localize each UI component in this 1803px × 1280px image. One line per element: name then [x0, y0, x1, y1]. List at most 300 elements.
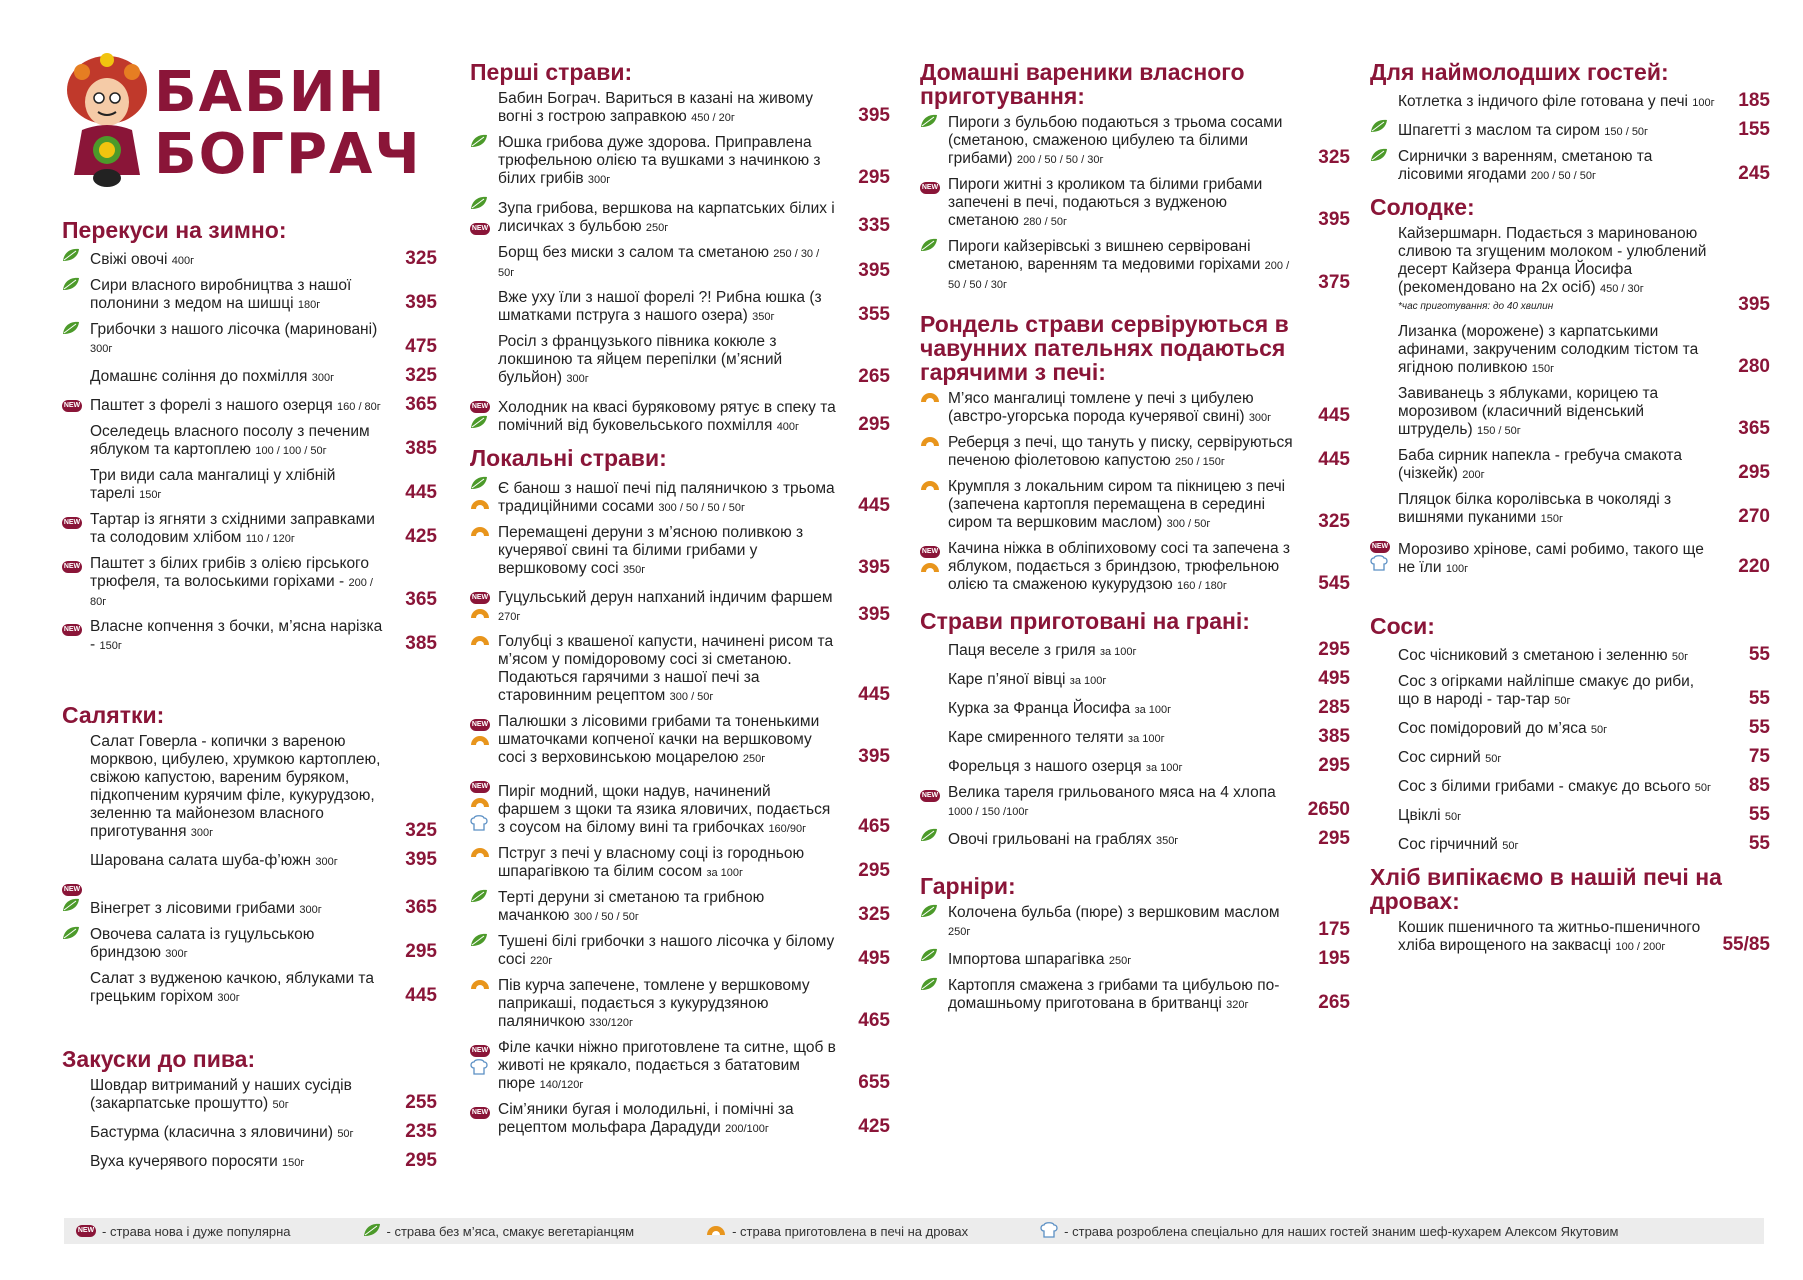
section-garnish	[920, 874, 1350, 1014]
item-description	[1398, 720, 1722, 739]
leaf-icon	[920, 904, 948, 923]
item-name: Цвіклі	[1398, 807, 1441, 824]
item-description	[498, 977, 842, 1032]
item-name: Сос помідоровий до м’яса	[1398, 720, 1587, 737]
menu-item	[1370, 746, 1770, 768]
item-weight: 140/120г	[539, 1079, 584, 1091]
item-name: М’ясо мангалиці томлене у печі з цибулею (австро-угорська порода кучерявої свині)	[948, 390, 1254, 425]
item-name: Зупа грибова, вершкова на карпатських білих і лисичках з бульбою	[498, 200, 835, 235]
item-badges	[920, 904, 948, 925]
item-name: Шпагетті з маслом та сиром	[1398, 122, 1600, 139]
item-name: Колочена бульба (пюре) з вершковим маслом	[948, 904, 1280, 921]
item-weight: 1000 / 150 /100г	[948, 806, 1029, 818]
item-name: Шовдар витриманий у наших сусідів (закарпатське прошутто)	[90, 1077, 352, 1112]
menu-item	[62, 618, 437, 655]
oven-icon	[470, 633, 498, 651]
item-badges	[470, 395, 498, 436]
section-title: Домашні вареники власного приготування:	[920, 59, 1245, 109]
leaf-icon	[920, 238, 948, 257]
item-badges	[470, 977, 498, 997]
new-badge-icon: NEW	[62, 884, 82, 896]
item-price: 325	[405, 365, 437, 386]
oven-icon	[920, 478, 948, 496]
item-description	[90, 511, 389, 548]
item-badges	[470, 633, 498, 653]
item-price: 465	[858, 1010, 890, 1031]
item-weight: 250г	[1108, 955, 1132, 967]
item-description	[498, 90, 842, 127]
item-price: 265	[858, 366, 890, 387]
item-weight: за 100г	[1128, 733, 1165, 745]
menu-item	[470, 196, 890, 237]
item-weight: 160 / 80г	[337, 401, 381, 413]
item-weight: 50г	[1554, 695, 1571, 707]
menu-item	[62, 423, 437, 460]
item-weight: 300г	[566, 373, 589, 385]
new-badge-icon: NEW	[470, 401, 490, 413]
item-badges	[470, 524, 498, 544]
item-weight: 400г	[171, 255, 195, 267]
item-name: Сос з огірками найліпше смакує до риби, що в народі - тар-тар	[1398, 673, 1695, 708]
oven-icon	[920, 560, 948, 578]
item-weight: 150 / 50г	[1604, 126, 1649, 138]
item-weight: 450 / 30г	[1599, 283, 1644, 295]
menu-item	[920, 726, 1350, 748]
item-weight: 300г	[587, 174, 611, 186]
item-name: Овочева салата із гуцульською бриндзою	[90, 926, 315, 961]
item-name: Овочі грильовані на граблях	[948, 831, 1152, 848]
item-price: 445	[858, 684, 890, 705]
oven-icon	[920, 390, 948, 408]
item-price: 425	[405, 526, 437, 547]
grandma-mascot-icon	[62, 50, 152, 190]
item-weight: 100г	[1692, 97, 1715, 109]
item-badges	[62, 511, 90, 531]
item-name: Гуцульський дерун напханий індичим фаршем	[498, 589, 833, 606]
logo-line-2: БОГРАЧ	[154, 122, 422, 187]
item-name: Домашнє соління до похмілля	[90, 368, 308, 385]
item-badges	[920, 540, 948, 580]
item-description	[498, 399, 842, 436]
item-name: Баба сирник напекла - гребуча смакота (чізкейк)	[1398, 447, 1682, 482]
item-name: Салат Говерла - копички з вареною морквою, цибулею, хрумкою картоплею, свіжою капустою, вареним буряком, підкопченим курячим філе, кукурудзою, зеленню та майонезом власного приготування	[90, 733, 381, 840]
menu-item	[920, 478, 1350, 533]
menu-item	[1370, 644, 1770, 666]
menu-item	[1370, 447, 1770, 484]
item-name: Росіл з французького півника кокюле з локшиною та яйцем перепілки (м’ясний бульйон)	[498, 333, 783, 386]
oven-icon	[470, 733, 498, 751]
menu-item	[920, 784, 1350, 821]
menu-item	[470, 395, 890, 436]
oven-icon	[470, 497, 498, 515]
item-weight: 280 / 50г	[1023, 216, 1067, 228]
section-title: Салятки:	[62, 702, 165, 728]
menu-item	[62, 248, 437, 270]
section-title: Хліб випікаємо в нашій печі на дровах:	[1370, 864, 1722, 914]
item-price: 445	[858, 495, 890, 516]
leaf-icon	[62, 248, 90, 267]
column-1	[62, 50, 437, 1179]
item-price: 270	[1738, 506, 1770, 527]
item-name: Каре п’яної вівці	[948, 671, 1066, 688]
menu-item	[920, 904, 1350, 941]
item-weight: 110 / 120г	[245, 533, 295, 545]
oven-icon	[920, 434, 948, 452]
menu-item	[62, 467, 437, 504]
item-name: Тушені білі грибочки з нашого лісочка у білому сосі	[498, 933, 835, 968]
item-price: 395	[858, 260, 890, 281]
menu-item	[920, 828, 1350, 850]
menu-item	[1370, 385, 1770, 440]
item-price: 385	[405, 438, 437, 459]
item-description	[948, 642, 1302, 661]
item-badges	[62, 618, 90, 638]
new-badge-icon: NEW	[470, 781, 490, 793]
item-price: 325	[405, 248, 437, 269]
item-price: 55	[1748, 717, 1770, 738]
section-vareniki	[920, 60, 1350, 294]
menu-item	[1370, 833, 1770, 855]
section-sauces	[1370, 614, 1770, 855]
new-badge-icon: NEW	[1370, 541, 1390, 553]
item-description	[1398, 673, 1722, 710]
item-description	[498, 480, 842, 517]
section-title: Соси:	[1370, 613, 1435, 639]
item-weight: 150г	[139, 489, 162, 501]
item-name: Свіжі овочі	[90, 251, 168, 268]
item-description	[498, 783, 842, 838]
item-weight: 180г	[297, 299, 321, 311]
menu-item	[920, 114, 1350, 169]
item-price: 395	[405, 849, 437, 870]
item-weight: за 100г	[1099, 646, 1137, 658]
menu-item	[920, 755, 1350, 777]
item-price: 365	[1738, 418, 1770, 439]
item-name: Сос сирний	[1398, 749, 1481, 766]
item-price: 365	[405, 394, 437, 415]
item-badges	[920, 784, 948, 804]
oven-icon	[470, 977, 498, 995]
item-description	[948, 390, 1302, 427]
item-name: Сирнички з варенням, сметаною та лісовими ягодами	[1398, 148, 1653, 183]
item-price: 280	[1738, 356, 1770, 377]
section-sweet	[1370, 195, 1770, 578]
item-price: 445	[1318, 405, 1350, 426]
item-description	[498, 333, 842, 388]
item-price: 385	[1318, 726, 1350, 747]
item-name: Кошик пшеничного та житньо-пшеничного хліба вирощеного на заквасці	[1398, 919, 1701, 954]
item-price: 265	[1318, 992, 1350, 1013]
legend-new	[76, 1224, 291, 1239]
column-2	[470, 50, 890, 1145]
item-description	[498, 244, 842, 282]
item-weight: 50г	[1671, 651, 1689, 663]
item-price: 395	[858, 746, 890, 767]
menu-item	[470, 633, 890, 706]
item-badges	[920, 238, 948, 259]
restaurant-logo	[62, 50, 437, 200]
item-weight: 200 / 50 / 50г	[1530, 170, 1597, 182]
item-name: Пироги житні з кроликом та білими грибами запечені в печі, подаються з вудженою сметаною	[948, 176, 1263, 229]
item-name: Паштет з білих грибів з олією гірського трюфеля, та волоськими горіхами -	[90, 555, 369, 590]
item-description	[948, 176, 1302, 231]
leaf-icon	[470, 476, 498, 495]
item-weight: 100 / 200г	[1615, 941, 1666, 953]
item-price: 255	[405, 1092, 437, 1113]
menu-item	[62, 849, 437, 871]
oven-icon	[470, 795, 498, 813]
new-badge-icon: NEW	[470, 719, 490, 731]
item-price: 285	[1318, 697, 1350, 718]
item-name: Імпортова шпарагівка	[948, 951, 1105, 968]
item-price: 325	[1318, 147, 1350, 168]
item-description	[90, 970, 389, 1007]
menu-item	[62, 1077, 437, 1114]
item-weight: 250г	[645, 222, 669, 234]
new-badge-icon: NEW	[470, 592, 490, 604]
item-description	[498, 889, 842, 926]
item-description	[948, 700, 1302, 719]
item-price: 395	[858, 604, 890, 625]
item-name: Тартар із ягняти з східними заправками та солодовим хлібом	[90, 511, 375, 546]
item-weight: 50г	[1694, 782, 1712, 794]
menu-item	[470, 586, 890, 626]
item-price: 55/85	[1722, 934, 1770, 955]
item-description	[90, 852, 389, 871]
item-price: 55	[1748, 833, 1770, 854]
item-price: 655	[858, 1072, 890, 1093]
item-weight: 200г	[1462, 469, 1485, 481]
item-name: Шарована салата шуба-ф’южн	[90, 852, 312, 869]
section-kids	[1370, 60, 1770, 185]
leaf-icon	[363, 1223, 381, 1240]
section-rondel	[920, 312, 1350, 595]
item-name: Котлетка з індичого філе готована у печі	[1398, 93, 1688, 110]
item-description	[948, 114, 1302, 169]
item-description	[948, 540, 1302, 595]
item-description	[90, 1124, 389, 1143]
item-description	[90, 1153, 389, 1172]
item-name: Перемащені деруни з м’ясною поливкою з кучерявої свині та білими грибами у вершковому сосі	[498, 524, 804, 577]
item-price: 445	[405, 482, 437, 503]
item-name: Реберця з печі, що тануть у писку, сервіруються печеною фіолетовою капустою	[948, 434, 1293, 469]
item-badges	[920, 828, 948, 849]
menu-item	[62, 555, 437, 611]
item-name: Картопля смажена з грибами та цибульою по-домашньому приготована в бритванці	[948, 977, 1280, 1012]
item-price: 365	[405, 589, 437, 610]
item-name: Морозиво хрінове, самі робимо, такого ще не їли	[1398, 541, 1704, 576]
new-badge-icon: NEW	[62, 400, 82, 412]
item-badges	[1370, 535, 1398, 578]
item-name: Сири власного виробництва з нашої полонини з медом на шишці	[90, 277, 352, 312]
item-price: 425	[858, 1116, 890, 1137]
column-3	[920, 50, 1350, 1021]
item-weight: 160 / 180г	[1177, 580, 1227, 592]
item-badges	[470, 196, 498, 237]
item-price: 355	[858, 304, 890, 325]
menu-item	[920, 697, 1350, 719]
item-name: Велика тареля грильованого мяса на 4 хлопа	[948, 784, 1276, 801]
item-weight: 150г	[1531, 363, 1555, 375]
item-weight: 350г	[752, 311, 775, 323]
menu-item	[920, 668, 1350, 690]
icon-legend	[64, 1218, 1764, 1244]
menu-item	[1370, 535, 1770, 578]
item-badges	[470, 1101, 498, 1121]
item-name: Паця веселе з гриля	[948, 642, 1096, 659]
item-price: 295	[405, 941, 437, 962]
item-price: 295	[858, 167, 890, 188]
menu-item	[470, 333, 890, 388]
new-badge-icon: NEW	[920, 546, 940, 558]
leaf-icon	[62, 321, 90, 340]
item-name: Сос з білими грибами - смакує до всього	[1398, 778, 1691, 795]
leaf-icon	[920, 828, 948, 847]
section-title: Гарніри:	[920, 873, 1016, 899]
item-badges	[920, 977, 948, 998]
item-description	[1398, 93, 1722, 112]
item-price: 475	[405, 336, 437, 357]
item-name: Лизанка (морожене) з карпатськими афинами, закрученим солодким тістом та ягідною поливкою	[1398, 323, 1699, 376]
column-4	[1370, 50, 1770, 963]
item-weight: 350г	[1155, 835, 1179, 847]
item-price: 175	[1318, 919, 1350, 940]
item-weight: 200/100г	[725, 1123, 769, 1135]
item-price: 395	[858, 557, 890, 578]
item-description	[948, 951, 1302, 970]
item-name: Сім’яники бугая і молодильні, і помічні за рецептом мольфара Дарадуди	[498, 1101, 794, 1136]
item-description	[498, 134, 842, 189]
item-weight: 200 / 50 / 50 / 30г	[948, 260, 1290, 291]
item-description	[1398, 541, 1722, 578]
item-weight: 150г	[1540, 513, 1564, 525]
item-name: Борщ без миски з салом та сметаною	[498, 244, 769, 261]
item-weight: 100г	[1445, 563, 1469, 575]
item-description	[948, 758, 1302, 777]
item-price: 395	[1318, 209, 1350, 230]
item-weight: 50г	[337, 1128, 354, 1140]
item-price: 385	[405, 633, 437, 654]
item-badges	[470, 476, 498, 517]
item-badges	[470, 713, 498, 753]
section-bread	[1370, 865, 1770, 956]
item-price: 85	[1748, 775, 1770, 796]
section-title: Для наймолодших гостей:	[1370, 59, 1669, 85]
item-price: 185	[1738, 90, 1770, 111]
item-name: Вже уху їли з нашої форелі ?! Рибна юшка (з шматками пструга з нашого озера)	[498, 289, 822, 324]
item-price: 445	[405, 985, 437, 1006]
item-name: Каре смиренного теляти	[948, 729, 1124, 746]
leaf-icon	[470, 933, 498, 952]
item-description	[90, 321, 389, 358]
item-name: Грибочки з нашого лісочка (мариновані)	[90, 321, 378, 338]
section-title: Перекуси на зимно:	[62, 217, 287, 243]
item-name: Палюшки з лісовими грибами та тоненькими шматочками копченої качки на вершковому сосі з верховинською моцарелою	[498, 713, 820, 766]
oven-icon	[470, 524, 498, 542]
item-description	[90, 733, 389, 842]
item-description	[1398, 225, 1722, 316]
menu-item	[1370, 775, 1770, 797]
new-badge-icon: NEW	[470, 223, 490, 235]
logo-line-1: БАБИН	[154, 60, 387, 125]
menu-item	[1370, 673, 1770, 710]
item-name: Форельця з нашого озерця	[948, 758, 1142, 775]
new-badge-icon: NEW	[470, 1045, 490, 1057]
item-name: Є банош з нашої печі під паляничкою з трьома традиційними сосами	[498, 480, 835, 515]
item-price: 495	[858, 948, 890, 969]
section-title: Перші страви:	[470, 59, 633, 85]
menu-item	[470, 524, 890, 579]
menu-item	[920, 948, 1350, 970]
section-local	[470, 446, 890, 1138]
item-description	[1398, 919, 1722, 956]
item-description	[948, 238, 1302, 294]
item-weight: 300 / 50г	[1166, 518, 1211, 530]
item-name: Пструг з печі у власному соці із городньою шпарагівкою та білим сосом	[498, 845, 805, 880]
item-weight: 200 / 80г	[90, 577, 373, 608]
item-weight: 200 / 50 / 50 / 30г	[1016, 154, 1104, 166]
item-description	[1398, 447, 1722, 484]
item-weight: 100 / 100 / 50г	[255, 445, 327, 457]
item-badges	[920, 114, 948, 135]
item-name: Паштет з форелі з нашого озерця	[90, 397, 333, 414]
item-weight: 50г	[1444, 811, 1462, 823]
item-name: Курка за Франца Йосифа	[948, 700, 1131, 717]
item-name: Пиріг модний, щоки надув, начинений фаршем з щоки та язика яловичих, подається з соусом на білому вині та грибочках	[498, 783, 831, 836]
item-description	[90, 1077, 389, 1114]
item-weight: 50г	[1590, 724, 1608, 736]
item-badges	[1370, 148, 1398, 169]
leaf-icon	[920, 948, 948, 967]
item-description	[90, 368, 389, 387]
item-price: 2650	[1307, 799, 1350, 820]
menu-item	[920, 639, 1350, 661]
item-description	[498, 524, 842, 579]
section-salads	[62, 703, 437, 1007]
item-weight: 300 / 50 / 50г	[573, 911, 639, 923]
item-weight: 150г	[282, 1157, 305, 1169]
menu-item	[62, 365, 437, 387]
item-weight: 300 / 50г	[669, 691, 714, 703]
item-name: Завиванець з яблуками, корицею та морозивом (класичний віденський штрудель)	[1398, 385, 1659, 438]
item-name: Терті деруни зі сметаною та грибною мачанкою	[498, 889, 765, 924]
section-title: Локальні страви:	[470, 445, 667, 471]
leaf-icon	[470, 134, 498, 153]
item-badges	[62, 248, 90, 269]
menu-item	[62, 1150, 437, 1172]
item-description	[90, 251, 389, 270]
item-badges	[470, 933, 498, 954]
item-description	[498, 200, 842, 237]
menu-item	[62, 321, 437, 358]
menu-item	[1370, 919, 1770, 956]
chef-hat-icon	[470, 1059, 498, 1080]
item-description	[1398, 491, 1722, 528]
section-title: Закуски до пива:	[62, 1046, 256, 1072]
item-name: Оселедець власного посолу з печеним яблуком та картоплею	[90, 423, 370, 458]
item-price: 335	[858, 215, 890, 236]
item-weight: 330/120г	[589, 1017, 634, 1029]
item-weight: 300г	[299, 904, 322, 916]
item-badges	[470, 1039, 498, 1082]
leaf-icon	[62, 926, 90, 945]
item-name: Три види сала мангалиці у хлібній тарелі	[90, 467, 336, 502]
oven-icon	[706, 1224, 726, 1239]
item-weight: 450 / 20г	[691, 112, 735, 124]
menu-item	[1370, 804, 1770, 826]
item-weight: 150г	[99, 640, 122, 652]
legend-vegetarian	[363, 1223, 635, 1240]
